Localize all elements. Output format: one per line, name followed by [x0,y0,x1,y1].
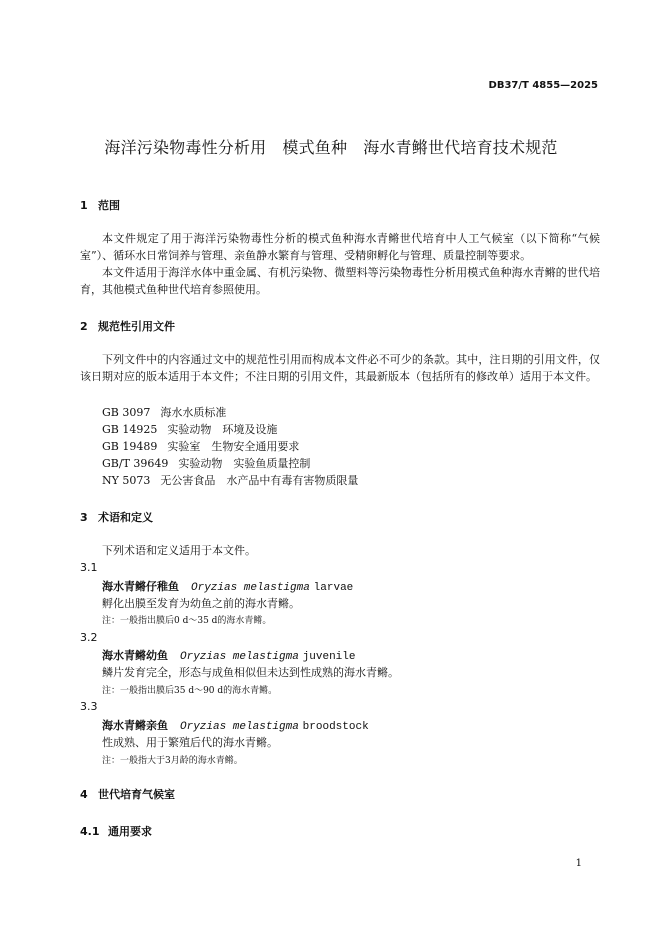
reference-code: GB 14925 [102,423,158,436]
section-3-heading [80,509,153,525]
term-heading [102,717,369,733]
reference-item [102,455,310,471]
reference-title: 实验动物 实验鱼质量控制 [178,457,311,470]
term-definition: 孵化出膜至发育为幼鱼之前的海水青鳉。 [102,597,300,610]
term-number: 3.3 [80,700,98,713]
reference-code: GB/T 39649 [102,457,169,470]
section-2-number: 2 [80,320,88,333]
section-4-number: 4 [80,788,88,801]
term-note: 注：一般指大于3月龄的海水青鳉。 [102,756,243,766]
reference-title: 实验室 生物安全通用要求 [167,440,300,453]
reference-title: 实验动物 环境及设施 [167,423,278,436]
reference-item [102,421,277,437]
term-definition: 鳞片发育完全，形态与成鱼相似但未达到性成熟的海水青鳉。 [102,666,399,679]
section-1-heading [80,197,120,213]
term-heading [102,647,355,663]
reference-code: NY 5073 [102,474,151,487]
term-number: 3.1 [80,561,98,574]
reference-title: 海水水质标准 [160,406,227,419]
reference-code: GB 19489 [102,440,158,453]
reference-item [102,472,358,488]
section-2-title: 规范性引用文件 [98,320,175,333]
section-3-number: 3 [80,511,88,524]
reference-item [102,404,226,420]
subsection-number: 4.1 [80,825,100,838]
term-latin-name: Oryzias melastigma [191,582,310,594]
term-heading [102,578,353,594]
document-number: DB37/T 4855—2025 [488,80,598,91]
reference-code: GB 3097 [102,406,151,419]
term-note: 注：一般指出膜后0 d～35 d的海水青鳉。 [102,616,272,626]
term-number: 3.2 [80,631,98,644]
subsection-title: 通用要求 [108,825,152,838]
page-number: 1 [575,858,582,869]
reference-title: 无公害食品 水产品中有毒有害物质限量 [160,474,359,487]
section-1-number: 1 [80,199,88,212]
section-3-intro: 下列术语和定义适用于本文件。 [102,544,256,557]
title-part-1: 海洋污染物毒性分析用 [104,138,267,157]
term-name: 海水青鳉亲鱼 [102,719,168,732]
term-english-name: larvae [313,582,354,594]
section-4-heading [80,786,175,802]
reference-item [102,438,299,454]
section-2-paragraph: 下列文件中的内容通过文中的规范性引用而构成本文件必不可少的条款。其中，注日期的引用文件，仅该日期对应的版本适用于本文件；不注日期的引用文件，其最新版本（包括所有的修改单）适用于本文件。 [80,353,600,383]
term-english-name: broodstock [302,721,369,733]
section-3-title: 术语和定义 [98,511,153,524]
term-note: 注：一般指出膜后35 d～90 d的海水青鳉。 [102,686,278,696]
section-1-paragraph-1: 本文件规定了用于海洋污染物毒性分析的模式鱼种海水青鳉世代培育中人工气候室（以下简称“气候室”）、循环水日常饲养与管理、亲鱼静水繁育与管理、受精卵孵化与管理、质量控制等要求。 [80,232,600,262]
term-name: 海水青鳉幼鱼 [102,649,168,662]
title-part-2: 模式鱼种 [282,138,348,157]
section-1-title: 范围 [98,199,120,212]
term-latin-name: Oryzias melastigma [180,651,299,663]
section-2-heading [80,318,175,334]
term-english-name: juvenile [302,651,356,663]
term-definition: 性成熟、用于繁殖后代的海水青鳉。 [102,736,278,749]
term-name: 海水青鳉仔稚鱼 [102,580,179,593]
term-latin-name: Oryzias melastigma [180,721,299,733]
document-title [0,135,662,158]
section-1-paragraph-2: 本文件适用于海洋水体中重金属、有机污染物、微塑料等污染物毒性分析用模式鱼种海水青鳉的世代培育，其他模式鱼种世代培育参照使用。 [80,266,600,296]
section-4-title: 世代培育气候室 [98,788,175,801]
subsection-4-1-heading [80,823,152,839]
title-part-3: 海水青鳉世代培育技术规范 [363,138,558,157]
